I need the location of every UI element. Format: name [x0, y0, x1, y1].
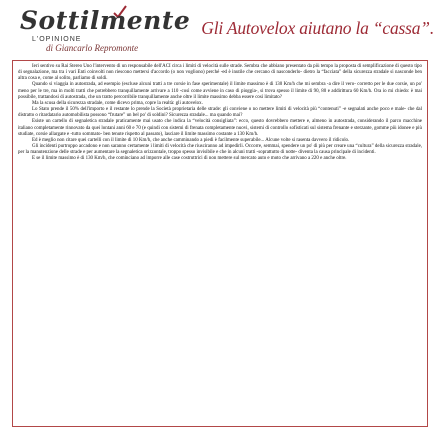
page-header	[0, 0, 446, 60]
paragraph: Ieri sentivo su Rai Stereo Uno l'intervento di un responsabile dell'ACI circa i limiti di velocità sulle strade. Sembra che abbiano presentato da più tempo la proposta di semplificazione di questo tipo di segnalazione, ma tra i vari Enti coinvolti non riescono mettersi d'accordo (o non vogliono) perché -ed è inutile che cercano di nasconderlo- dietro la “facciata” della sicurezza stradale si nasconde ben altra cosa e, come al solito, parliamo di soldi.	[18, 64, 422, 82]
article-headline: Gli Autovelox aiutano la “cassa”.	[201, 18, 434, 38]
paragraph: Gli incidenti purtroppo accadono e non saranno certamente i limiti di velocità che riusciranno ad impedirli. Occorre, semmai, spendere un po' di più per creare una “cultura” della sicurezza stradale, per la manutenzione delle strade e per aumentare la segnaletica orizzontale, troppo spesso invisibile e che in alcuni tratti -soprattutto di notte- diventa la causa principale di incidenti.	[18, 144, 422, 156]
paragraph: Lo Stato prende il 50% dell'importo e il restante lo prende la Società proprietaria delle strade: gli conviene o no mettere limiti di velocità più “contenuti” -e segnalati anche poco e male- che dal distratto o ritardatario automobilista possono “frutare” un bel po' di soldini? Sicurezza stradale... ma quando mai?	[18, 107, 422, 119]
paragraph: E se il limite massimo è di 130 Km/h, che cominciano ad imporre alle case costruttrici di non mettere sul mercato auto e moto che arrivano a 220 e anche oltre.	[32, 156, 347, 162]
article-body	[13, 61, 427, 163]
paragraph: Quando si viaggia in autostrada, ad esempio (escluse alcuni tratti a tre corsie in fase sperimentale) il limite massimo è di 130 Km/h che mi sembra -a dire il vero- corretto per le due corsie, un po' meno per le tre, ma in molti tratti che potrebbero tranquillamente arrivare a 110 -così come avviene in caso di pioggia-, si trova spesso il limite di 90, 80 e addirittura 60 Km/h. Ora io mi chiedo: è mai possibile, trattandosi di autostrada, che un tratto percorribile tranquillamente anche oltre il limite massimo debba essere così limitato?	[18, 82, 422, 100]
logo-text: Sottilmente	[20, 6, 191, 35]
paragraph: Ma la scusa della sicurezza stradale, come dicevo prima, copre la realtà: gli autovelox.	[32, 100, 203, 106]
paragraph: Ed è meglio non citare quei cartelli con il limite di 10 Km/h, che anche camminando a piedi è facilmente superabile... Alcune volte si rasenta davvero il ridicolo.	[32, 137, 350, 143]
article-box	[12, 60, 428, 427]
paragraph: Esiste un cartello di segnaletica stradale praticamente mai usato che indica la “velocità consigliata”: ecco, questo dovrebbero mettere e, almeno in autostrada, considerando il parco macchine italiano completamente rinnovato da quei lontani anni 60 e 70 (e quindi con sistemi di frenata completamente nuovi, sistemi di controllo sofisticati sul sistema frenante e sterzante, gomme più idonee e più studiate, corsie allargate e -tutto sommato- ben tenute rispetto al passato), lasciare il limite massimo costante a 130 Km/h.	[18, 119, 422, 137]
logo-subtext: L'OPINIONE	[32, 36, 82, 43]
author-byline: di Giancarlo Repromonte	[46, 43, 139, 53]
